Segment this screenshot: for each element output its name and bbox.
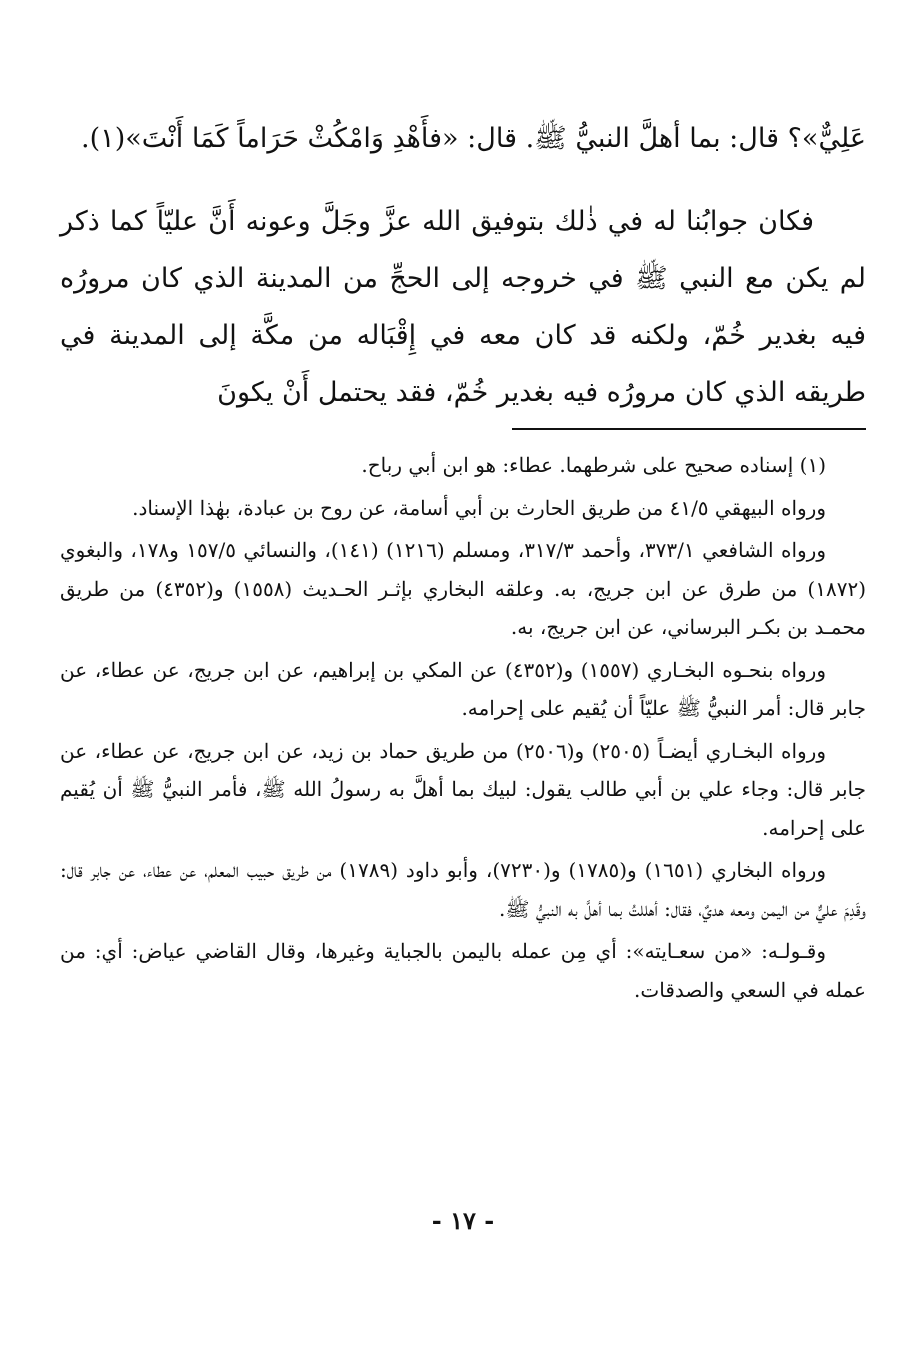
footnote-paragraph: ورواه الشافعي ٣٧٣/١، وأحمد ٣١٧/٣، ومسلم (١٢١٦) (١٤١)، والنسائي ١٥٧/٥ و١٧٨، والبغوي (١٨٧٢) من طرق عن ابن جريج، به. وعلقه البخاري بإثـر الحـديث (١٥٥٨) و(٤٣٥٢) من طريق محمـد بن بكـر البرساني، عن ابن جريج، به. bbox=[60, 538, 866, 639]
main-paragraph-1: عَلِيٌّ»؟ قال: بما أهلَّ النبيُّ ﷺ. قال: «فأَهْدِ وَامْكُثْ حَرَاماً كَمَا أَنْتَ»(١). bbox=[81, 123, 866, 154]
footnote-paragraph: وقـولـه: «من سعـايته»: أي مِن عمله باليمن بالجباية وغيرها، وقال القاضي عياض: أي: من عمله في السعي والصدقات. bbox=[60, 939, 866, 1002]
footnote-paragraph: ورواه بنحـوه البخـاري (١٥٥٧) و(٤٣٥٢) عن المكي بن إبراهيم، عن ابن جريج، عن عطاء، عن جابر قال: أمر النبيُّ ﷺ عليّاً أن يُقيم على إحرامه. bbox=[60, 657, 866, 720]
footnote-1: (١) إسناده صحيح على شرطهما. عطاء: هو ابن أبي رباح. bbox=[361, 453, 826, 477]
document-page bbox=[60, 0, 866, 1362]
main-body-text bbox=[60, 110, 866, 421]
page-number: - ١٧ - bbox=[431, 1206, 495, 1235]
footnotes-section bbox=[60, 446, 866, 1013]
main-paragraph-2: فكان جوابُنا له في ذٰلك بتوفيق الله عزَّ وجَلَّ وعونه أَنَّ عليّاً كما ذكر لم يكن مع النبي ﷺ في خروجه إلى الحجِّ من المدينة الذي كان مرورُه فيه بغدير خُمّ، ولكنه قد كان معه في إِقْبَاله من مكَّة إلى المدينة في طريقه الذي كان مرورُه فيه بغدير خُمّ، فقد يحتمل أَنْ يكونَ bbox=[60, 206, 866, 408]
footnote-paragraph: ورواه البخاري (١٦٥١) و(١٧٨٥) و(٧٢٣٠)، وأبو داود (١٧٨٩) من طريق حبيب المعلم، عن عطاء، عن جابر قال: وقَدِمَ عليٌّ من اليمن ومعه هديٌ، فقال: أهللتُ بما أهلَّ به النبيُّ ﷺ. bbox=[60, 858, 866, 921]
footnote-paragraph: ورواه البيهقي ٤١/٥ من طريق الحارث بن أبي أسامة، عن روح بن عبادة، بهٰذا الإسناد. bbox=[132, 495, 826, 520]
footnote-separator bbox=[512, 428, 866, 430]
footnote-paragraph: ورواه البخـاري أيضـاً (٢٥٠٥) و(٢٥٠٦) من طريق حماد بن زيد، عن ابن جريج، عن عطاء، عن جابر قال: وجاء علي بن أبي طالب يقول: لبيك بما أهلَّ به رسولُ الله ﷺ، فأمر النبيُّ ﷺ أن يُقيم على إحرامه. bbox=[60, 738, 866, 840]
